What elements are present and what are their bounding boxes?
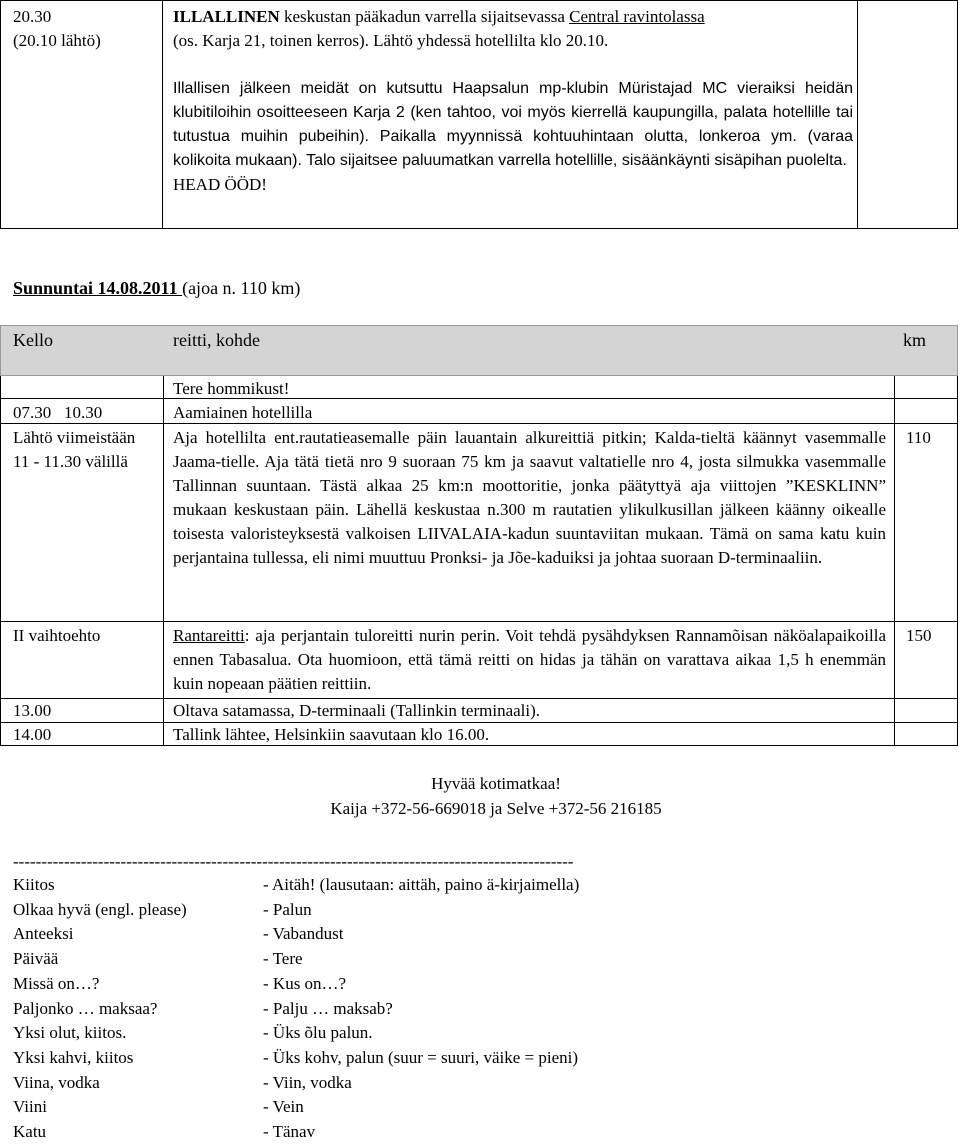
phrase-estonian: - Aitäh! (lausutaan: aittäh, paino ä-kirjaimella) [263, 875, 580, 894]
header-reitti: reitti, kohde [173, 330, 260, 350]
evening-km-cell [857, 0, 957, 229]
day-heading [13, 276, 300, 300]
evening-departure-note: (20.10 lähtö) [13, 31, 101, 50]
phrase-estonian: - Üks õlu palun. [263, 1023, 373, 1043]
phrase-finnish: Yksi kahvi, kiitos [13, 1047, 134, 1067]
restaurant-link[interactable]: Central ravintolassa [569, 7, 705, 26]
phrase-finnish: Olkaa hyvä (engl. please) [13, 899, 187, 919]
schedule-table [0, 376, 958, 746]
phrase-finnish: Anteeksi [13, 924, 74, 944]
row-ferry-time: 14.00 [13, 725, 52, 744]
row-route-km: 110 [906, 428, 931, 447]
phrase-estonian: - Vabandust [263, 924, 344, 944]
row-alt-desc: : aja perjantain tuloreitti nurin perin. Voit tehdä pysähdyksen Rannamõisan näköalapaikoilla ennen Tabasalua. Ota huomioon, että tämä reitti on hidas ja tähän on varattava aikaa 1,5 h enemmän kuin nopeaan päätien reittiin. [173, 626, 886, 693]
row-departure-time: Lähtö viimeistään 11 - 11.30 välillä [13, 428, 136, 471]
farewell-text: Hyvää kotimatkaa! [431, 774, 561, 793]
header-km: km [903, 330, 927, 350]
phrase-finnish: Katu [13, 1122, 47, 1141]
phrase-estonian: - Palun [263, 899, 312, 919]
phrase-finnish: Päivää [13, 949, 59, 969]
row-port-text: Oltava satamassa, D-terminaali (Tallinkin terminaali). [173, 701, 541, 720]
divider-dashes: --------------------------------------------------------------------------------------------------- [13, 852, 574, 871]
coastal-route-link[interactable]: Rantareitti [173, 626, 245, 645]
schedule-header [0, 325, 958, 376]
row-alt-time: II vaihtoehto [13, 626, 101, 645]
dinner-heading: ILLALLINEN [173, 7, 280, 26]
head-ood: HEAD ÖÖD! [173, 175, 267, 194]
phrase-estonian: - Tänav [263, 1122, 316, 1141]
evening-description [173, 5, 853, 197]
header-kello: Kello [13, 330, 53, 350]
row-breakfast-text: Aamiainen hotellilla [173, 403, 313, 422]
phrase-estonian: - Üks kohv, palun (suur = suuri, väike = pieni) [263, 1047, 579, 1067]
phrase-estonian: - Vein [263, 1097, 304, 1117]
row-port-time: 13.00 [13, 701, 52, 720]
phrase-estonian: - Kus on…? [263, 973, 347, 993]
dinner-text: keskustan pääkadun varrella sijaitsevassa [279, 7, 570, 26]
club-paragraph: Illallisen jälkeen meidät on kutsuttu Haapsalun mp-klubin Müristajad MC vieraiksi heidän klubitiloihin osoitteeseen Karja 2 (ken tahtoo, voi myös kierrellä kaupungilla, palata hotellille tai tutustua muihin pubeihin). Paikalla myynnissä kohtuuhintaan olutta, lonkeroa ym. (varaa kolikoita mukaan). Talo sijaitsee paluumatkan varrella hotellille, sisäänkäynti sisäpihan puolelta. [173, 80, 853, 169]
row-alt-text [173, 624, 886, 696]
phrase-estonian: - Tere [263, 949, 303, 969]
phrase-finnish: Viini [13, 1097, 47, 1117]
evening-time [13, 5, 153, 53]
row-breakfast-time: 07.30 10.30 [13, 403, 103, 422]
phrase-estonian: - Palju … maksab? [263, 998, 393, 1018]
dinner-address: (os. Karja 21, toinen kerros). Lähtö yhdessä hotellilta klo 20.10. [173, 31, 609, 50]
phrase-estonian: - Viin, vodka [263, 1072, 352, 1092]
day-title: Sunnuntai 14.08.2011 [13, 278, 183, 298]
phrase-finnish: Yksi olut, kiitos. [13, 1023, 127, 1043]
phrase-finnish: Viina, vodka [13, 1072, 100, 1092]
evening-time-value: 20.30 [13, 7, 52, 26]
phrase-finnish: Kiitos [13, 875, 55, 894]
day-note: (ajoa n. 110 km) [182, 278, 301, 298]
row-greeting-text: Tere hommikust! [173, 379, 290, 398]
row-route-text: Aja hotellilta ent.rautatieasemalle päin lauantain alkureittiä pitkin; Kalda-tieltä käännyt vasemmalle Jaama-tielle. Aja tätä tietä nro 9 suoraan 75 km ja saavut valtatielle nro 4, josta silmukka vasemmalle Tallinnan suuntaan. Tästä alkaa 25 km:n moottoritie, jonka päätyttyä aja viittojen ”KESKLINN” mukaan keskustaan päin. Lähellä keskustaa n.300 m rautatien ylikulkusillan jälkeen käänny oikealle toisesta valoristeyksestä valkoisen LIIVALAIA-kadun suuntaviitan mukaan. Tämä on sama katu kuin perjantaina tullessa, eli nimi muuttuu Pronksi- ja Jõe-kaduiksi ja johtaa suoraan D-terminaaliin. [173, 428, 886, 567]
phrase-finnish: Paljonko … maksaa? [13, 998, 158, 1018]
phrase-finnish: Missä on…? [13, 973, 100, 993]
row-ferry-text: Tallink lähtee, Helsinkiin saavutaan klo 16.00. [173, 725, 490, 744]
row-alt-km: 150 [906, 626, 932, 645]
contact-numbers: Kaija +372-56-669018 ja Selve +372-56 216185 [330, 799, 662, 818]
